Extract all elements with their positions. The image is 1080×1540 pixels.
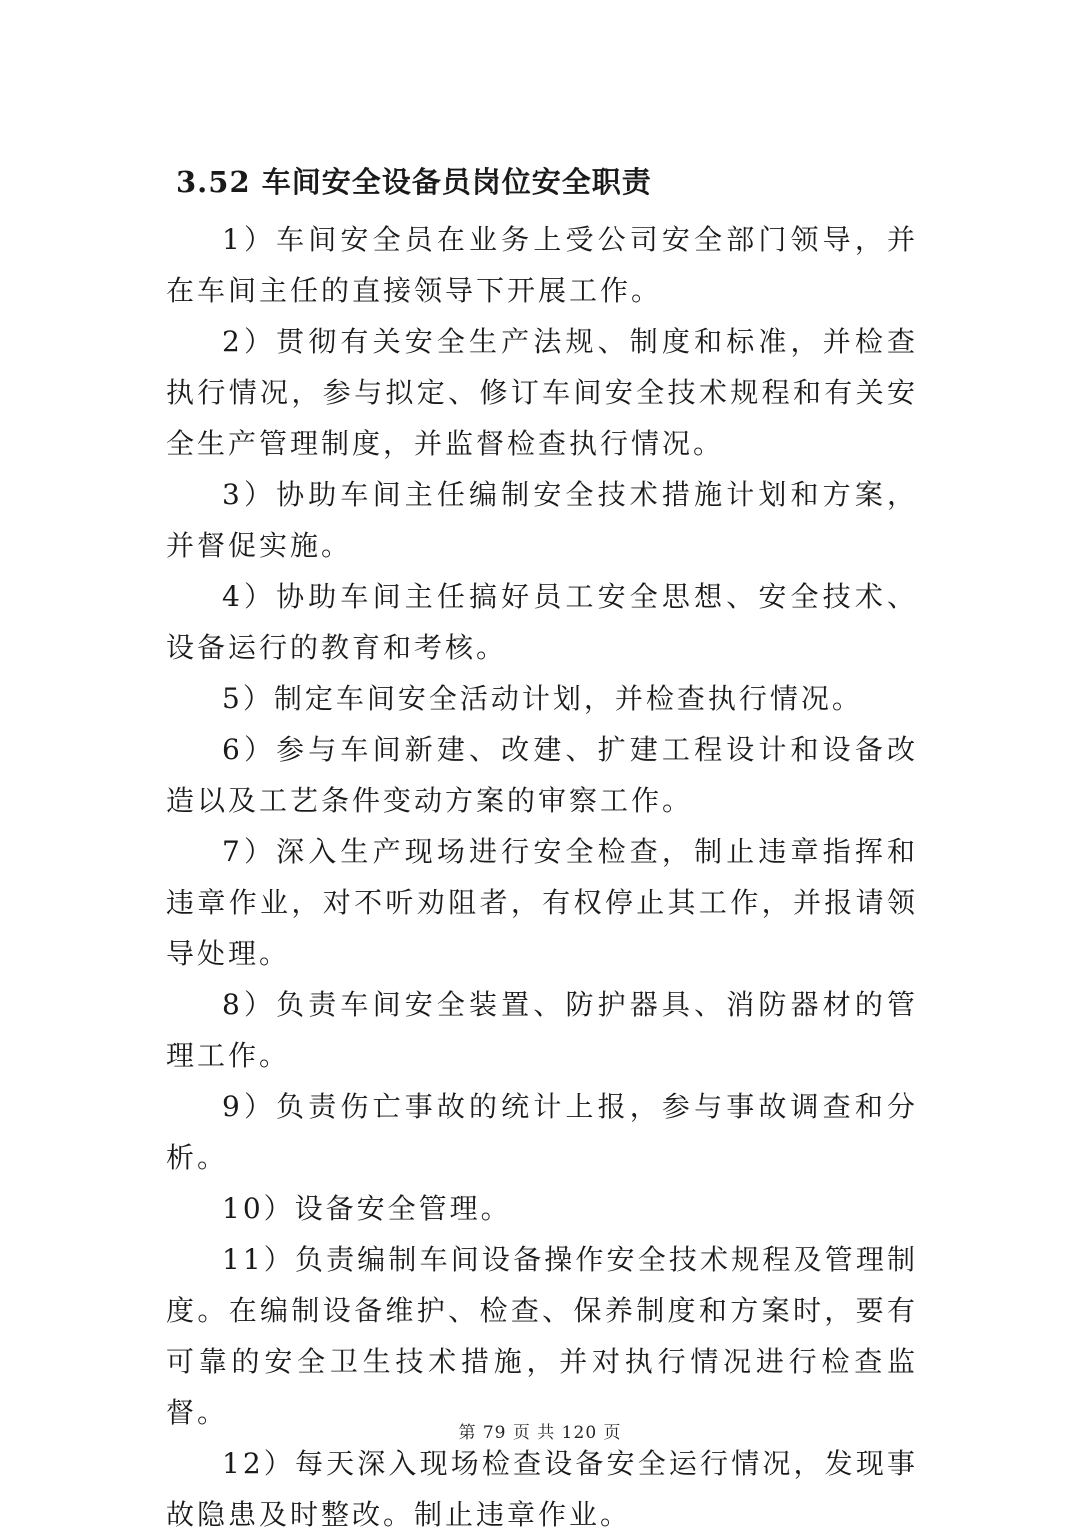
section-heading: 3.52 车间安全设备员岗位安全职责 bbox=[176, 165, 652, 199]
duty-item-5: 5）制定车间安全活动计划，并检查执行情况。 bbox=[222, 682, 863, 715]
duty-item-9: 9）负责伤亡事故的统计上报，参与事故调查和分析。 bbox=[166, 1090, 918, 1174]
page-number-footer: 第 79 页 共 120 页 bbox=[458, 1423, 622, 1443]
duty-item-8: 8）负责车间安全装置、防护器具、消防器材的管理工作。 bbox=[166, 988, 918, 1072]
duty-item-2: 2）贯彻有关安全生产法规、制度和标准，并检查执行情况，参与拟定、修订车间安全技术规程和有关安全生产管理制度，并监督检查执行情况。 bbox=[166, 325, 918, 460]
duty-item-1: 1）车间安全员在业务上受公司安全部门领导，并在车间主任的直接领导下开展工作。 bbox=[166, 223, 918, 307]
duty-item-3: 3）协助车间主任编制安全技术措施计划和方案，并督促实施。 bbox=[166, 478, 918, 562]
duty-item-6: 6）参与车间新建、改建、扩建工程设计和设备改造以及工艺条件变动方案的审察工作。 bbox=[166, 733, 918, 817]
document-body bbox=[166, 150, 918, 1540]
duty-item-7: 7）深入生产现场进行安全检查，制止违章指挥和违章作业，对不听劝阻者，有权停止其工作，并报请领导处理。 bbox=[166, 835, 918, 970]
duty-item-10: 10）设备安全管理。 bbox=[222, 1192, 512, 1225]
duty-item-4: 4）协助车间主任搞好员工安全思想、安全技术、设备运行的教育和考核。 bbox=[166, 580, 918, 664]
duty-item-11: 11）负责编制车间设备操作安全技术规程及管理制度。在编制设备维护、检查、保养制度和方案时，要有可靠的安全卫生技术措施，并对执行情况进行检查监督。 bbox=[166, 1243, 918, 1429]
duty-item-12: 12）每天深入现场检查设备安全运行情况，发现事故隐患及时整改。制止违章作业。 bbox=[166, 1447, 918, 1531]
